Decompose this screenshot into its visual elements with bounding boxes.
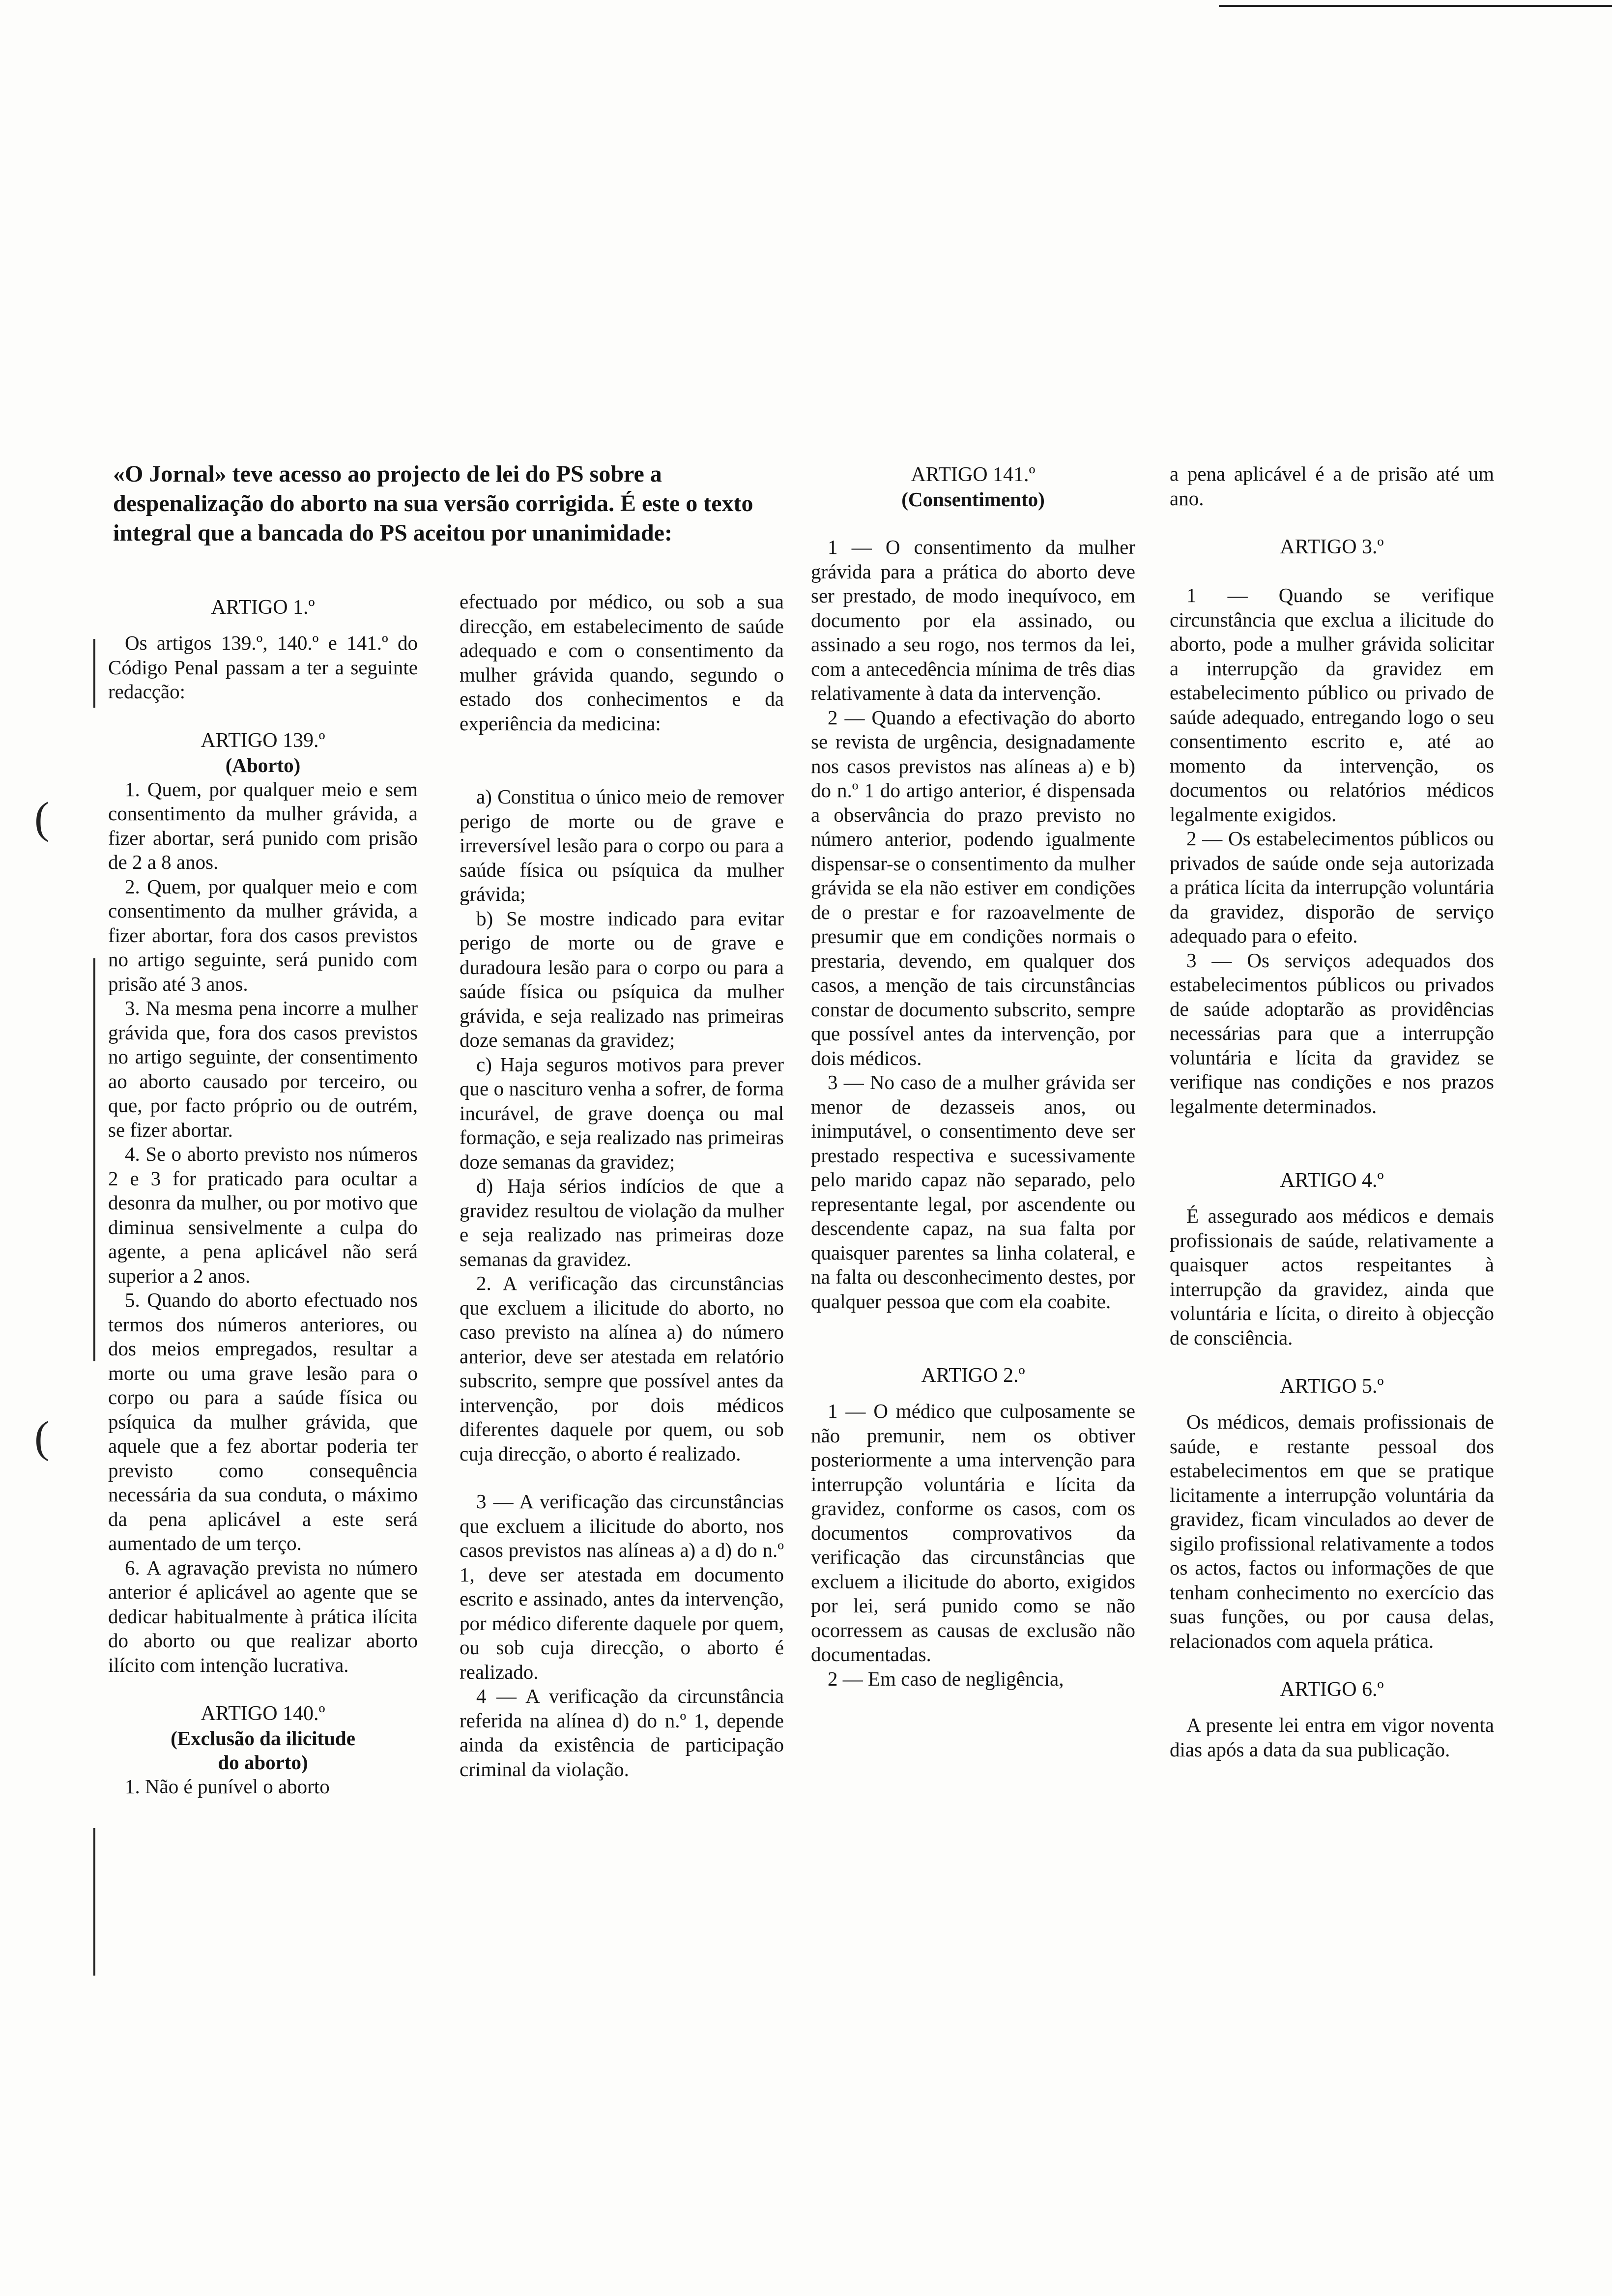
paragraph: 1. Não é punível o aborto [125,1775,330,1798]
margin-line [93,639,95,708]
paragraph: b) Se mostre indicado para evitar perigo de morte ou de grave e duradoura lesão para o corpo ou para a saúde física ou psíquica da mulher grávida, e seja realizado nas primeiras doze semanas da gravidez; [460,907,784,1051]
paragraph: A presente lei entra em vigor noventa dias após a data da sua publicação. [1170,1714,1494,1761]
margin-line [93,958,95,1361]
paragraph: 1 — Quando se verifique circunstância que exclua a ilicitude do aborto, pode a mulher grávida solicitar a interrupção da gravidez em estabelecimento público ou privado de saúde adequado, entregando logo o seu consentimento escrito e, até ao momento da intervenção, os documentos ou relatórios médicos legalmente exigidos. [1170,584,1494,826]
paragraph: É assegurado aos médicos e demais profissionais de saúde, relativamente a quaisquer actos respeitantes à interrupção da gravidez, ainda que voluntária e lícita, o direito à objecção de consciência. [1170,1205,1494,1349]
article-4-heading: ARTIGO 4.º [1280,1169,1384,1192]
article-2-heading: ARTIGO 2.º [921,1364,1025,1387]
intro-lead: «O Jornal» teve acesso ao projecto de lei do PS sobre a despenalização do aborto na sua versão corrigida. É este o texto integral que a bancada do PS aceitou por unanimidade: [113,461,753,546]
article-1-heading: ARTIGO 1.º [211,596,315,619]
paragraph: c) Haja seguros motivos para prever que o nascituro venha a sofrer, de forma incurável, de grave doença ou mal formação, e seja realizado nas primeiras doze semanas da gravidez; [460,1053,784,1173]
paragraph: 3 — Os serviços adequados dos estabelecimentos públicos ou privados de saúde adoptarão as providências necessárias para que a interrupção voluntária e lícita da gravidez se verifique nas condições e nos prazos legalmente determinados. [1170,948,1494,1118]
paragraph: 2 — Os estabelecimentos públicos ou privados de saúde onde seja autorizada a prática lícita da interrupção voluntária da gravidez, disporão de serviço adequado para o efeito. [1170,827,1494,947]
column-1 [108,595,418,1799]
article-140-heading: ARTIGO 140.º [201,1702,325,1725]
article-1-text: Os artigos 139.º, 140.º e 141.º do Código Penal passam a ter a seguinte redacção: [108,631,418,703]
paragraph: d) Haja sérios indícios de que a gravidez resultou de violação da mulher e seja realizado nas primeiras doze semanas da gravidez. [460,1175,784,1270]
paragraph: 2 — Em caso de negligência, [828,1667,1064,1690]
paragraph: 2. Quem, por qualquer meio e com consentimento da mulher grávida, a fizer abortar, fora dos casos previstos no artigo seguinte, será punido com prisão até 3 anos. [108,875,418,995]
column-2 [460,590,784,1781]
margin-line [93,1828,95,1976]
paragraph: 4. Se o aborto previsto nos números 2 e 3 for praticado para ocultar a desonra da mulher, ou por motivo que diminua sensivelmente a culpa do agente, a pena aplicável não será superior a 2 anos. [108,1143,418,1287]
article-3-heading: ARTIGO 3.º [1280,536,1384,558]
paragraph: a) Constitua o único meio de remover perigo de morte ou de grave e irreversível lesão para o corpo ou para a saúde física ou psíquica da mulher grávida; [460,785,784,905]
paragraph: 4 — A verificação da circunstância referida na alínea d) do n.º 1, depende ainda da existência de participação criminal da violação. [460,1685,784,1780]
paragraph: Os médicos, demais profissionais de saúde, e restante pessoal dos estabelecimentos em que se pratique licitamente a interrupção voluntária da gravidez, ficam vinculados ao dever de sigilo profissional relativamente a todos os actos, factos ou informações de que tenham conhecimento no exercício das suas funções, ou por causa delas, relacionados com aquela prática. [1170,1410,1494,1652]
article-6-heading: ARTIGO 6.º [1280,1678,1384,1701]
paragraph: 1. Quem, por qualquer meio e sem consentimento da mulher grávida, a fizer abortar, será punido com prisão de 2 a 8 anos. [108,777,418,873]
margin-bracket: ( [34,794,49,842]
article-141-subtitle: (Consentimento) [901,488,1045,511]
paragraph: 1 — O médico que culposamente se não premunir, nem os obtiver posteriormente a uma intervenção para interrupção voluntária e lícita da gravidez, conforme os casos, com os documentos comprovativos da verificação das circunstâncias que excluem a ilicitude do aborto, exigidos por lei, será punido como se não ocorressem as causas de exclusão não documentadas. [811,1400,1135,1665]
article-141-heading: ARTIGO 141.º [911,463,1036,486]
paragraph: 3. Na mesma pena incorre a mulher grávida que, fora dos casos previstos no artigo seguinte, der consentimento ao aborto causado por terceiro, ou que, por facto próprio ou de outrém, se fizer abortar. [108,997,418,1141]
article-140-subtitle: do aborto) [218,1751,308,1774]
paragraph: efectuado por médico, ou sob a sua direcção, em estabelecimento de saúde adequado e com o consentimento da mulher grávida quando, segundo o estado dos conhecimentos e da experiência da medicina: [460,590,784,735]
paragraph: 3 — No caso de a mulher grávida ser menor de dezasseis anos, ou inimputável, o consentimento deve ser prestado respectiva e sucessivamente pelo marido capaz não separado, pelo representante legal, por ascendente ou descendente capaz, na sua falta por quaisquer parentes sa linha colateral, e na falta ou desconhecimento destes, por qualquer pessoa que com ela coabite. [811,1071,1135,1313]
article-139-heading: ARTIGO 139.º [201,729,325,752]
article-5-heading: ARTIGO 5.º [1280,1375,1384,1398]
article-139-subtitle: (Aborto) [225,753,301,776]
paragraph: 3 — A verificação das circunstâncias que excluem a ilicitude do aborto, nos casos previstos nas alíneas a) a d) do n.º 1, deve ser atestada em documento escrito e assinado, antes da intervenção, por médico diferente daquele por quem, ou sob cuja direcção, o aborto é realizado. [460,1490,784,1683]
column-3 [811,462,1135,1691]
paragraph: 5. Quando do aborto efectuado nos termos dos números anteriores, ou dos meios empregados, resultar a morte ou uma grave lesão para o corpo ou para a saúde física ou psíquica da mulher grávida, que aquele que a fez abortar poderia ter previsto como consequência necessária da sua conduta, o máximo da pena aplicável a este será aumentado de um terço. [108,1289,418,1554]
paragraph: a pena aplicável é a de prisão até um ano. [1170,462,1494,510]
top-rule [1219,5,1612,7]
paragraph: 6. A agravação prevista no número anterior é aplicável ao agente que se dedicar habitualmente à prática ilícita do aborto ou que realizar aborto ilícito com intenção lucrativa. [108,1556,418,1676]
paragraph: 1 — O consentimento da mulher grávida para a prática do aborto deve ser prestado, de modo inequívoco, em documento por ela assinado, ou assinado a seu rogo, nos termos da lei, com a antecedência mínima de três dias relativamente à data da intervenção. [811,536,1135,704]
paragraph: 2. A verificação das circunstâncias que excluem a ilicitude do aborto, no caso previsto na alínea a) do número anterior, deve ser atestada em relatório subscrito, sempre que possível antes da intervenção, por dois médicos diferentes daquele por quem, ou sob cuja direcção, o aborto é realizado. [460,1272,784,1465]
article-140-subtitle: (Exclusão da ilicitude [171,1727,355,1750]
paragraph: 2 — Quando a efectivação do aborto se revista de urgência, designadamente nos casos previstos nas alíneas a) e b) do n.º 1 do artigo anterior, é dispensada a observância do prazo previsto no número anterior, podendo igualmente dispensar-se o consentimento da mulher grávida se ela não estiver em condições de o prestar e for razoavelmente de presumir que em condições normais o prestaria, devendo, em qualquer dos casos, a menção de tais circunstâncias constar de documento subscrito, sempre que possível antes da intervenção, por dois médicos. [811,706,1135,1069]
column-4 [1170,462,1494,1762]
margin-bracket: ( [34,1413,49,1462]
